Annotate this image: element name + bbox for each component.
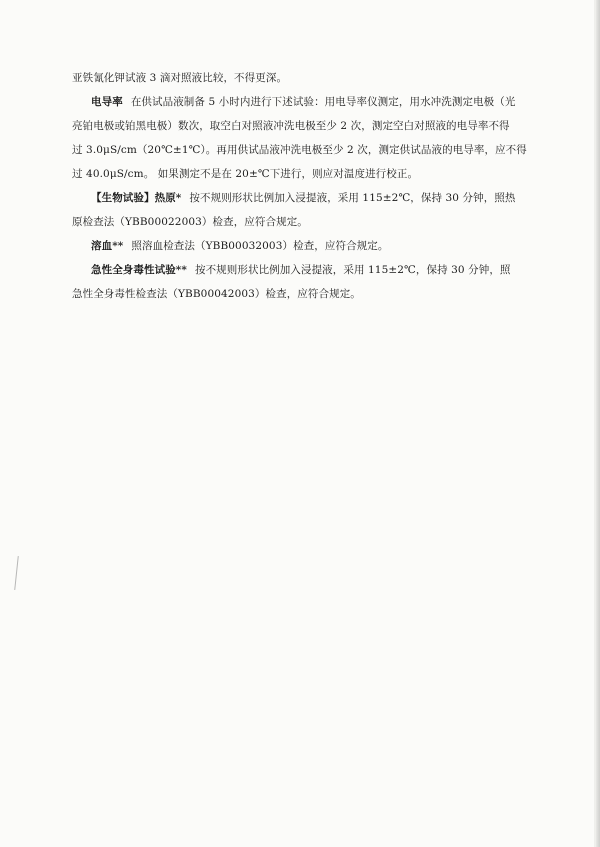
- acute-toxicity-paragraph-line: [72, 258, 532, 282]
- conductivity-heading: 电导率: [91, 96, 123, 108]
- paragraph-line: 原检查法（YBB00022003）检查，应符合规定。: [72, 216, 308, 228]
- hemolysis-heading: 溶血**: [91, 240, 124, 252]
- pyrogen-text: 按不规则形状比例加入浸提液，采用 115±2℃，保持 30 分钟，照热: [189, 192, 516, 204]
- paragraph-line: 过 40.0μS/cm。 如果测定不是在 20±℃下进行，则应对温度进行校正。: [72, 168, 419, 180]
- pyrogen-paragraph-line: [72, 186, 532, 210]
- scan-edge: [596, 0, 600, 847]
- acute-toxicity-heading: 急性全身毒性试验**: [91, 264, 187, 276]
- paragraph-line: 急性全身毒性检查法（YBB00042003）检查，应符合规定。: [72, 288, 361, 300]
- scan-artifact-mark: [14, 556, 19, 590]
- pyrogen-heading: 【生物试验】热原*: [91, 192, 182, 204]
- acute-toxicity-text: 按不规则形状比例加入浸提液，采用 115±2℃，保持 30 分钟，照: [194, 264, 511, 276]
- conductivity-paragraph-line: [72, 90, 532, 114]
- paragraph-line: 亮铂电极或铂黑电极）数次，取空白对照液冲洗电极至少 2 次，测定空白对照液的电导率不得: [72, 120, 510, 132]
- hemolysis-text: 照溶血检查法（YBB00032003）检查，应符合规定。: [131, 240, 389, 252]
- document-body: [72, 66, 532, 306]
- paragraph-line: 过 3.0μS/cm（20℃±1℃）。再用供试品液冲洗电极至少 2 次，测定供试品液的电导率，应不得: [72, 144, 527, 156]
- paragraph-line: 亚铁氰化钾试液 3 滴对照液比较，不得更深。: [72, 72, 288, 84]
- conductivity-text: 在供试品液制备 5 小时内进行下述试验：用电导率仪测定，用水冲洗测定电极（光: [130, 96, 516, 108]
- hemolysis-paragraph-line: [72, 234, 532, 258]
